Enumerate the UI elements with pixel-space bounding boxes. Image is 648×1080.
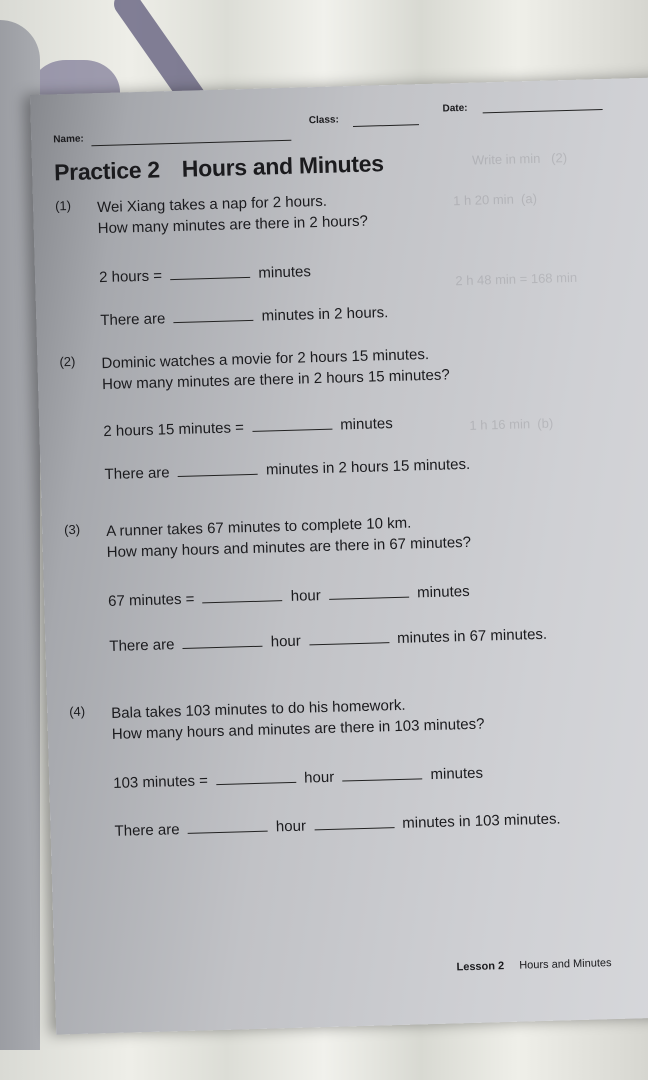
answer-suffix: minutes in 67 minutes.: [396, 625, 548, 647]
show-through-text: 2 h 48 min = 168 min: [455, 269, 578, 289]
class-field[interactable]: [353, 124, 419, 127]
answer-prefix: 2 hours 15 minutes =: [103, 419, 245, 441]
answer-prefix: There are: [104, 464, 170, 484]
answer-suffix: minutes in 103 minutes.: [402, 810, 561, 832]
question-line: Bala takes 103 minutes to do his homework.: [111, 696, 406, 722]
answer-line-2: [114, 810, 560, 839]
answer-blank-hours[interactable]: [202, 588, 282, 603]
date-label: Date:: [442, 102, 468, 115]
answer-line-1: [108, 583, 470, 610]
answer-suffix: minutes: [416, 582, 470, 602]
question-number: (2): [59, 353, 76, 370]
answer-blank-minutes[interactable]: [342, 766, 422, 781]
date-field[interactable]: [483, 109, 603, 113]
question-text: [97, 190, 368, 240]
question-text: [111, 693, 485, 745]
footer-lesson: Lesson 2: [456, 960, 505, 974]
answer-prefix: There are: [100, 310, 166, 330]
answer-blank-minutes[interactable]: [314, 815, 394, 830]
question-line: Wei Xiang takes a nap for 2 hours.: [96, 192, 328, 217]
answer-blank-minutes[interactable]: [173, 308, 253, 323]
show-through-text: 1 h 16 min (b): [469, 415, 554, 433]
question-number: (4): [69, 703, 86, 720]
question-3: [63, 505, 648, 655]
answer-blank-minutes[interactable]: [178, 462, 258, 477]
answer-prefix: There are: [109, 636, 175, 655]
name-field[interactable]: [91, 140, 291, 147]
question-text: [101, 343, 450, 395]
answer-middle: hour: [290, 587, 322, 605]
answer-prefix: There are: [114, 821, 180, 840]
question-line: How many minutes are there in 2 hours 15 minutes?: [101, 366, 450, 394]
answer-blank-hours[interactable]: [188, 819, 268, 834]
answer-blank-minutes[interactable]: [309, 630, 389, 645]
answer-suffix: minutes: [339, 415, 393, 434]
answer-blank-minutes[interactable]: [170, 265, 250, 280]
show-through-text: 1 h 20 min (a): [452, 190, 538, 209]
answer-middle: hour: [275, 817, 307, 836]
workbook-page: [30, 76, 648, 1035]
answer-line-1: [99, 263, 311, 286]
answer-line-1: [103, 415, 393, 440]
answer-middle: hour: [303, 768, 335, 787]
answer-blank-hours[interactable]: [182, 634, 262, 649]
show-through-text: Write in min (2): [471, 150, 568, 168]
answer-line-2: [100, 304, 388, 329]
answer-blank-minutes[interactable]: [252, 417, 332, 432]
question-number: (3): [63, 521, 81, 538]
practice-label: Practice 2: [53, 156, 161, 186]
topic-title: Hours and Minutes: [181, 150, 385, 182]
question-line: Dominic watches a movie for 2 hours 15 minutes.: [101, 345, 430, 373]
answer-line-1: [113, 765, 483, 792]
question-number: (1): [54, 197, 72, 214]
answer-suffix: minutes: [258, 263, 312, 282]
class-label: Class:: [308, 114, 339, 127]
question-line: How many hours and minutes are there in 103 minutes?: [111, 715, 485, 743]
answer-line-2: [104, 456, 470, 483]
answer-blank-hours[interactable]: [216, 770, 296, 785]
page-footer: [456, 957, 611, 973]
question-4: [69, 687, 648, 840]
question-text: [106, 511, 471, 563]
answer-prefix: 67 minutes =: [107, 590, 195, 611]
answer-prefix: 2 hours =: [98, 267, 163, 287]
name-label: Name:: [53, 133, 84, 146]
question-line: A runner takes 67 minutes to complete 10 km.: [105, 514, 412, 541]
answer-prefix: 103 minutes =: [113, 772, 209, 792]
answer-suffix: minutes: [430, 764, 484, 784]
question-line: How many minutes are there in 2 hours?: [97, 212, 369, 238]
question-line: How many hours and minutes are there in 67 minutes?: [106, 533, 472, 562]
footer-topic: Hours and Minutes: [519, 957, 612, 972]
answer-middle: hour: [270, 632, 302, 651]
answer-blank-minutes[interactable]: [329, 585, 409, 600]
answer-suffix: minutes in 2 hours 15 minutes.: [265, 455, 471, 479]
page-title: [54, 150, 384, 186]
answer-suffix: minutes in 2 hours.: [261, 304, 389, 325]
answer-line-2: [109, 626, 547, 655]
header-fields: [53, 100, 648, 147]
